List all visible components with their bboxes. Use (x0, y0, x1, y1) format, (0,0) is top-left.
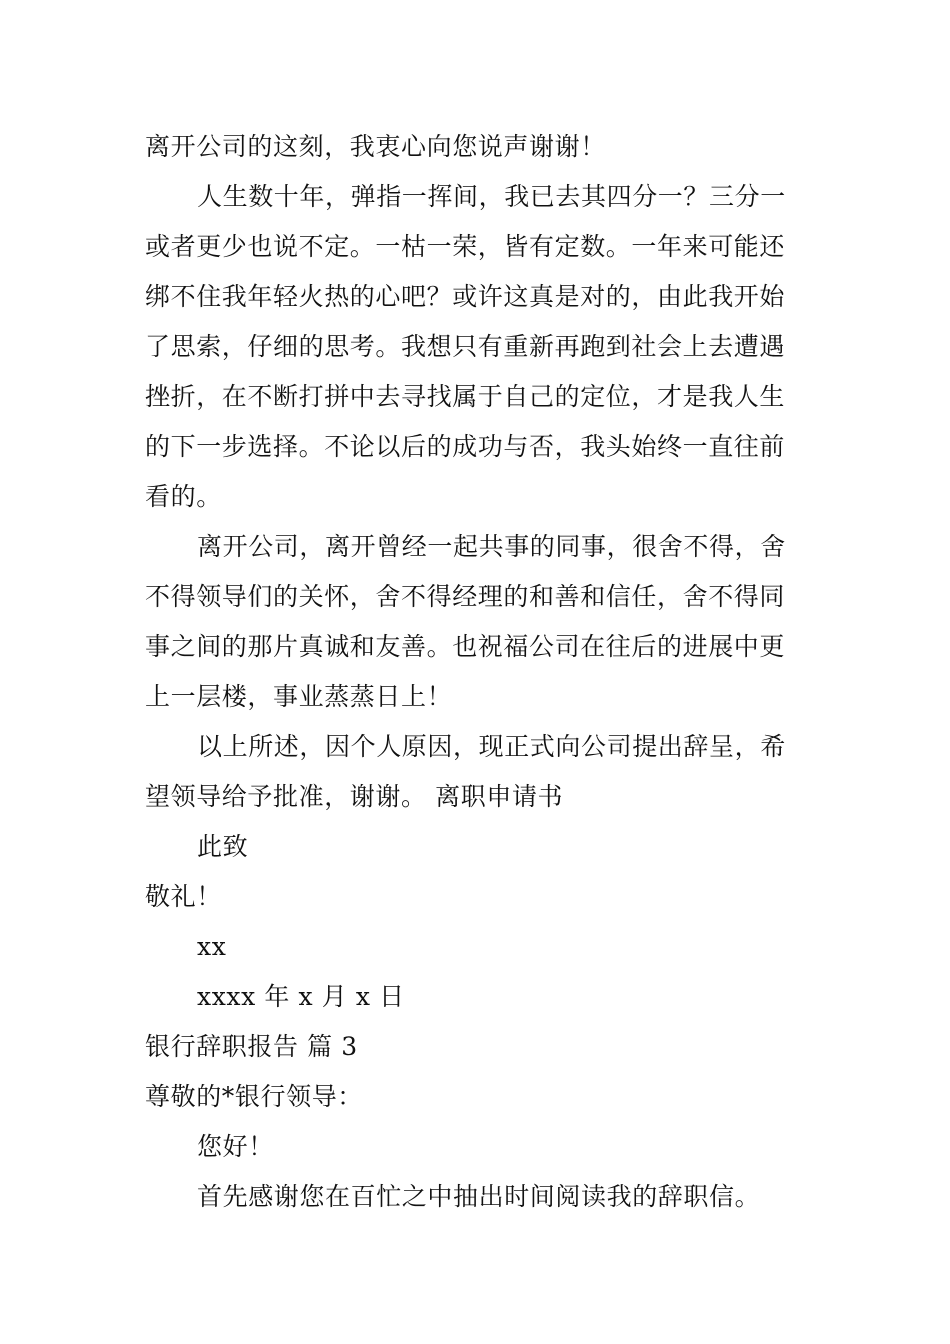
text-line: 人生数十年，弹指一挥间，我已去其四分一？三分一 (197, 182, 786, 211)
text-line: 绑不住我年轻火热的心吧？或许这真是对的，由此我开始 (145, 282, 786, 311)
closing-line: 此致 (197, 832, 249, 861)
text-line: 望领导给予批准，谢谢。 离职申请书 (145, 782, 564, 811)
text-line: 首先感谢您在百忙之中抽出时间阅读我的辞职信。 (197, 1182, 761, 1211)
text-line: 不得领导们的关怀，舍不得经理的和善和信任，舍不得同 (145, 582, 786, 611)
text-line: 看的。 (145, 482, 222, 511)
text-line: 事之间的那片真诚和友善。也祝福公司在往后的进展中更 (145, 632, 786, 661)
text-line: 挫折，在不断打拼中去寻找属于自己的定位，才是我人生 (145, 382, 786, 411)
section-heading: 银行辞职报告 篇 3 (145, 1032, 358, 1061)
text-line: 了思索，仔细的思考。我想只有重新再跑到社会上去遭遇 (145, 332, 786, 361)
greeting-line: 尊敬的*银行领导： (145, 1082, 363, 1111)
text-line: 或者更少也说不定。一枯一荣，皆有定数。一年来可能还 (145, 232, 786, 261)
text-line: 您好！ (197, 1132, 274, 1161)
signature-name: xx (197, 932, 227, 961)
text-line: 以上所述，因个人原因，现正式向公司提出辞呈，希 (197, 732, 786, 761)
text-line: 的下一步选择。不论以后的成功与否，我头始终一直往前 (145, 432, 786, 461)
text-line: 离开公司，离开曾经一起共事的同事，很舍不得，舍 (197, 532, 786, 561)
text-line: 离开公司的这刻，我衷心向您说声谢谢！ (145, 132, 606, 161)
text-line: 上一层楼，事业蒸蒸日上！ (145, 682, 453, 711)
salutation-line: 敬礼！ (145, 882, 222, 911)
signature-date: xxxx 年 x 月 x 日 (197, 982, 405, 1011)
